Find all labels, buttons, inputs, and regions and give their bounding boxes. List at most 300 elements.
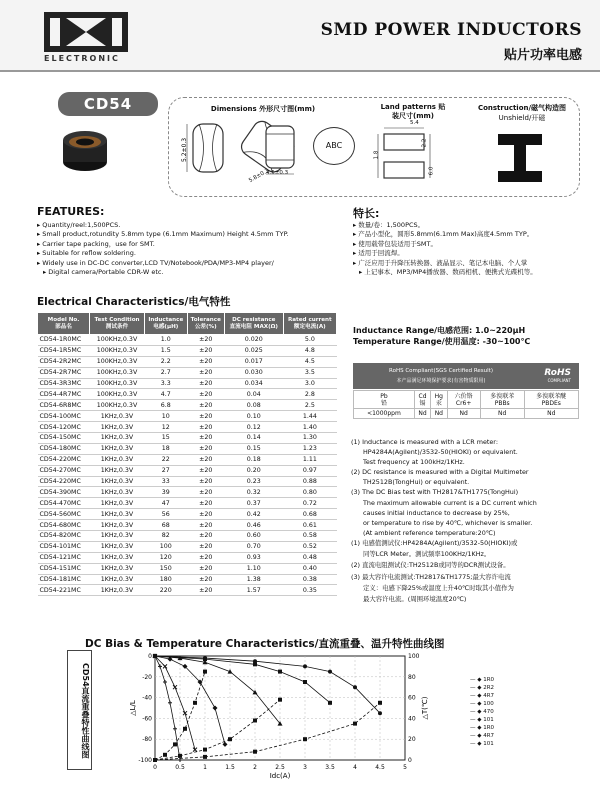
note-detail: Test frequency at 100kHz/1KHz.	[363, 458, 465, 467]
data-point	[173, 742, 177, 746]
table-cell: ±20	[187, 454, 224, 465]
table-cell: ±20	[187, 465, 224, 476]
table-cell: 1KHz,0.3V	[90, 476, 145, 487]
table-cell: 0.38	[283, 574, 336, 585]
table-row	[38, 443, 337, 454]
table-cell: ±20	[187, 509, 224, 520]
table-cell: 2.7	[144, 367, 187, 378]
table-cell: 2.8	[283, 389, 336, 400]
table-cell: 0.020	[224, 335, 283, 346]
table-cell: ±20	[187, 335, 224, 346]
table-cell: 100KHz,0.3V	[90, 367, 145, 378]
table-row	[38, 487, 337, 498]
x-tick-label: 5	[403, 764, 407, 771]
table-cell: 0.034	[224, 378, 283, 389]
table-row	[38, 541, 337, 552]
table-cell: CD54-680MC	[38, 520, 90, 531]
data-point	[378, 701, 382, 705]
note-detail: (At ambient reference temperature:20℃)	[363, 528, 496, 537]
table-cell: 6.8	[144, 400, 187, 411]
x-tick-label: 0.5	[175, 764, 185, 771]
feature-item: ▸ Quantity/reel:1,500PCS.	[37, 221, 337, 230]
page-title-cn: 贴片功率电感	[503, 48, 582, 63]
feature-cn-item: ▸ 产品小型化，圆形5.8mm(6.1mm Max)高度4.5mm TYP。	[353, 230, 593, 239]
rohs-header: 多溴联苯醚 PBDEs	[524, 391, 578, 409]
table-cell: ±20	[187, 356, 224, 367]
table-cell: CD54-100MC	[38, 411, 90, 422]
table-cell: 4.8	[283, 345, 336, 356]
note-cn-item: (2) 直流电阻测试仪:TH2512B或同等的DCR测试设备。	[351, 561, 510, 570]
rohs-value: Nd	[431, 409, 447, 419]
data-point	[203, 748, 207, 752]
table-cell: 0.40	[283, 563, 336, 574]
table-cell: CD54-151MC	[38, 563, 90, 574]
note-detail: HP4284A(Agilent)/3532-50(HIOKI) or equivalent.	[363, 448, 518, 457]
feature-item: ▸ Widely use in DC-DC converter,LCD TV/Notebook/PDA/MP3-MP4 player/	[37, 259, 337, 268]
table-cell: 0.15	[224, 443, 283, 454]
table-cell: 4.5	[283, 356, 336, 367]
note-detail: The maximum allowable current is a DC current which	[363, 498, 537, 507]
table-cell: 15	[144, 433, 187, 444]
land-dim-4: 6.0	[428, 166, 435, 176]
rohs-line1: RoHS Compliant(SGS Certified Result)	[389, 368, 493, 374]
table-cell: 1KHz,0.3V	[90, 541, 145, 552]
table-cell: 68	[144, 520, 187, 531]
electrical-title: Electrical Characteristics/电气特性	[37, 296, 231, 308]
table-cell: ±20	[187, 563, 224, 574]
table-cell: ±20	[187, 531, 224, 542]
table-row	[38, 498, 337, 509]
table-cell: 3.0	[283, 378, 336, 389]
table-cell: 0.20	[224, 465, 283, 476]
table-cell: 0.42	[224, 509, 283, 520]
data-point	[378, 711, 382, 715]
data-point	[183, 727, 187, 731]
x-axis-label: Idc(A)	[269, 772, 291, 780]
table-cell: ±20	[187, 585, 224, 596]
table-row	[38, 563, 337, 574]
table-cell: 100KHz,0.3V	[90, 400, 145, 411]
table-row	[38, 400, 337, 411]
table-cell: 1KHz,0.3V	[90, 585, 145, 596]
page-header	[0, 0, 600, 72]
legend-entry: — ◆ 100	[470, 701, 494, 707]
y-right-tick-label: 40	[408, 715, 416, 723]
table-cell: 2.5	[283, 400, 336, 411]
construction-icon	[492, 130, 548, 186]
table-cell: 0.61	[283, 520, 336, 531]
notes-cn	[351, 538, 583, 605]
table-cell: ±20	[187, 443, 224, 454]
x-tick-label: 2	[253, 764, 257, 771]
table-cell: CD54-1R5MC	[38, 345, 90, 356]
y-left-tick-label: -60	[142, 715, 152, 723]
table-cell: 82	[144, 531, 187, 542]
note-cn-item: 最大容许电流。(周围环境温度20℃)	[363, 595, 467, 604]
note-cn-item: (1) 电感值测试仪:HP4284A(Agilent)/3532-50(HIOKI)或	[351, 539, 518, 547]
table-cell: 1.5	[144, 345, 187, 356]
table-cell: CD54-221MC	[38, 585, 90, 596]
table-cell: 0.12	[224, 422, 283, 433]
table-row	[38, 335, 337, 346]
y-left-axis-label: △L/L	[129, 700, 137, 716]
rohs-value: Nd	[447, 409, 480, 419]
land-dim-3: 1.8	[373, 150, 380, 160]
feature-item: ▸ Carrier tape packing，use for SMT.	[37, 240, 337, 249]
table-cell: 1KHz,0.3V	[90, 487, 145, 498]
features-title: FEATURES:	[37, 205, 105, 218]
y-right-tick-label: 100	[408, 653, 420, 660]
table-cell: 47	[144, 498, 187, 509]
x-tick-label: 3	[303, 764, 307, 771]
rohs-header: Pb 铅	[354, 391, 415, 409]
table-cell: 1.44	[283, 411, 336, 422]
table-row	[38, 585, 337, 596]
table-cell: CD54-820MC	[38, 531, 90, 542]
table-cell: ±20	[187, 411, 224, 422]
data-point	[163, 753, 167, 757]
table-cell: 150	[144, 563, 187, 574]
table-cell: ±20	[187, 400, 224, 411]
feature-item: ▸ Digital camera/Portable CDR-W etc.	[37, 268, 337, 277]
data-point	[193, 701, 197, 705]
land-dim-1: 5.4	[410, 120, 419, 126]
rohs-value: <1000ppm	[354, 409, 415, 419]
table-cell: ±20	[187, 367, 224, 378]
table-cell: 39	[144, 487, 187, 498]
x-tick-label: 4.5	[375, 764, 385, 771]
table-cell: CD54-3R3MC	[38, 378, 90, 389]
table-cell: 1KHz,0.3V	[90, 465, 145, 476]
table-cell: 1KHz,0.3V	[90, 520, 145, 531]
table-row	[38, 422, 337, 433]
x-tick-label: 2.5	[275, 764, 285, 771]
table-cell: 0.72	[283, 498, 336, 509]
table-cell: 0.48	[283, 552, 336, 563]
range-info	[353, 325, 530, 347]
table-cell: 100	[144, 541, 187, 552]
table-row	[38, 345, 337, 356]
table-cell: 0.88	[283, 476, 336, 487]
rohs-logo-sub: COMPLIANT	[547, 378, 571, 383]
table-cell: 0.60	[224, 531, 283, 542]
y-left-tick-label: -80	[142, 736, 152, 744]
table-row	[38, 367, 337, 378]
table-cell: 0.35	[283, 585, 336, 596]
chart-vertical-label: CD54直流重叠特性曲线图	[67, 650, 92, 770]
note-detail: causes initial inductance to decrease by 25%,	[363, 508, 510, 517]
y-left-tick-label: -100	[138, 757, 152, 764]
table-cell: ±20	[187, 389, 224, 400]
rohs-header: 多溴联苯 PBBs	[480, 391, 524, 409]
features-cn-title: 特长:	[353, 207, 380, 220]
legend-entry: — ◆ 4R7	[470, 733, 495, 739]
table-row	[38, 520, 337, 531]
table-cell: 1KHz,0.3V	[90, 509, 145, 520]
table-cell: 180	[144, 574, 187, 585]
table-cell: 100KHz,0.3V	[90, 389, 145, 400]
y-left-tick-label: -20	[142, 673, 152, 681]
note-detail: TH2512B(TongHui) or equivalent.	[363, 478, 470, 487]
table-row	[38, 433, 337, 444]
feature-cn-item: ▸ 上记事本、MP3/MP4播放器、数码相机、便携式光碟机等。	[353, 268, 593, 277]
table-cell: 3.3	[144, 378, 187, 389]
features-cn-list	[353, 221, 593, 277]
y-right-tick-label: 20	[408, 736, 416, 744]
data-point	[303, 680, 307, 684]
marking-diagram: ABC	[313, 127, 355, 165]
data-point	[328, 701, 332, 705]
table-cell: 27	[144, 465, 187, 476]
table-cell: 0.025	[224, 345, 283, 356]
table-cell: ±20	[187, 378, 224, 389]
table-cell: 0.017	[224, 356, 283, 367]
table-cell: 56	[144, 509, 187, 520]
table-cell: 1KHz,0.3V	[90, 422, 145, 433]
table-row	[38, 531, 337, 542]
table-cell: CD54-390MC	[38, 487, 90, 498]
y-right-tick-label: 60	[408, 694, 416, 702]
table-cell: 1.30	[283, 433, 336, 444]
table-cell: 0.37	[224, 498, 283, 509]
note-item: (3) The DC Bias test with TH2817&TH1775(TongHui)	[351, 488, 519, 497]
column-header: Tolerance 公差(%)	[187, 313, 224, 335]
y-right-tick-label: 0	[408, 757, 412, 764]
construction-title: Construction/磁气构造图	[477, 104, 567, 112]
column-header: Model No. 部品名	[38, 313, 90, 335]
table-cell: 1KHz,0.3V	[90, 411, 145, 422]
table-cell: ±20	[187, 552, 224, 563]
table-cell: 0.70	[224, 541, 283, 552]
table-cell: 18	[144, 443, 187, 454]
table-row	[38, 411, 337, 422]
table-cell: 4.7	[144, 389, 187, 400]
legend-entry: — ◆ 101	[470, 741, 494, 747]
table-cell: 1KHz,0.3V	[90, 454, 145, 465]
data-point	[353, 685, 357, 689]
table-cell: CD54-220MC	[38, 476, 90, 487]
data-point	[278, 698, 282, 702]
table-row	[38, 552, 337, 563]
dim-label-width: 5.8±0.3	[247, 167, 271, 185]
table-cell: CD54-101MC	[38, 541, 90, 552]
legend-entry: — ◆ 1R0	[470, 677, 495, 683]
table-cell: 10	[144, 411, 187, 422]
table-cell: 1KHz,0.3V	[90, 498, 145, 509]
land-dim-2: 2.2	[421, 138, 428, 148]
brand-name: ELECTRONIC	[44, 54, 120, 63]
rohs-table	[353, 390, 579, 419]
table-cell: ±20	[187, 541, 224, 552]
legend-entry: — ◆ 470	[470, 709, 494, 715]
data-point	[253, 718, 257, 722]
note-item: (1) Inductance is measured with a LCR meter:	[351, 438, 498, 446]
column-header: DC resistance 直流电阻 MAX(Ω)	[224, 313, 283, 335]
feature-cn-item: ▸ 适用于回流焊。	[353, 249, 593, 258]
table-cell: 1KHz,0.3V	[90, 552, 145, 563]
table-row	[38, 574, 337, 585]
rohs-logo-icon: RoHS	[544, 368, 571, 378]
table-cell: ±20	[187, 476, 224, 487]
table-cell: 0.32	[224, 487, 283, 498]
dimensions-title: Dimensions 外形尺寸图(mm)	[210, 105, 316, 113]
table-cell: 0.93	[224, 552, 283, 563]
table-cell: 0.46	[224, 520, 283, 531]
table-cell: 1KHz,0.3V	[90, 574, 145, 585]
legend-entry: — ◆ 101	[470, 717, 494, 723]
feature-item: ▸ Small product,rotundity 5.8mm type (6.1mm Maximum) Height 4.5mm TYP.	[37, 230, 337, 239]
notes-en	[351, 437, 583, 538]
electrical-table	[37, 312, 337, 596]
construction-subtitle: Unshield/开磁	[498, 114, 546, 122]
table-cell: CD54-181MC	[38, 574, 90, 585]
data-point	[203, 670, 207, 674]
data-point	[153, 758, 157, 762]
column-header: Rated current 额定电流(A)	[283, 313, 336, 335]
note-cn-item: 定义：电感下降25%或温度上升40℃时取其小值作为	[363, 583, 514, 592]
table-cell: ±20	[187, 487, 224, 498]
table-cell: ±20	[187, 433, 224, 444]
table-cell: 1.10	[224, 563, 283, 574]
feature-cn-item: ▸ 广泛应用于升降压转换器、液晶显示、笔记本电脑、个人掌	[353, 259, 593, 268]
table-cell: 1.40	[283, 422, 336, 433]
table-cell: 1.38	[224, 574, 283, 585]
feature-cn-item: ▸ 使用载带包装适用于SMT。	[353, 240, 593, 249]
table-cell: 2.2	[144, 356, 187, 367]
data-point	[178, 754, 182, 758]
table-cell: CD54-6R8MC	[38, 400, 90, 411]
rohs-header: Hg 汞	[431, 391, 447, 409]
y-left-tick-label: 0	[148, 653, 152, 660]
table-cell: 1.11	[283, 454, 336, 465]
table-cell: ±20	[187, 422, 224, 433]
land-pattern-drawing	[370, 120, 450, 192]
table-cell: CD54-150MC	[38, 433, 90, 444]
data-point	[328, 670, 332, 674]
table-cell: 1KHz,0.3V	[90, 433, 145, 444]
table-row	[38, 356, 337, 367]
table-row	[38, 476, 337, 487]
data-point	[303, 664, 307, 668]
table-cell: ±20	[187, 574, 224, 585]
rohs-value: Nd	[480, 409, 524, 419]
feature-item: ▸ Suitable for reflow soldering.	[37, 249, 337, 258]
table-cell: 1.57	[224, 585, 283, 596]
page-title: SMD POWER INDUCTORS	[320, 20, 582, 40]
x-tick-label: 1.5	[225, 764, 235, 771]
table-cell: CD54-470MC	[38, 498, 90, 509]
table-cell: ±20	[187, 345, 224, 356]
table-cell: 100KHz,0.3V	[90, 356, 145, 367]
data-point	[353, 722, 357, 726]
table-cell: 0.10	[224, 411, 283, 422]
dc-bias-chart	[115, 652, 460, 780]
note-cn-item: (3) 最大容许电流测试:TH2817&TH1775;最大容许电流	[351, 572, 511, 581]
table-row	[38, 509, 337, 520]
data-point	[303, 737, 307, 741]
legend-entry: — ◆ 2R2	[470, 685, 495, 691]
inductor-photo	[55, 120, 115, 180]
table-cell: 5.0	[283, 335, 336, 346]
table-cell: CD54-121MC	[38, 552, 90, 563]
table-cell: 120	[144, 552, 187, 563]
table-cell: 100KHz,0.3V	[90, 345, 145, 356]
rohs-header: Cd 镉	[414, 391, 430, 409]
table-cell: 1KHz,0.3V	[90, 531, 145, 542]
chart-title: DC Bias & Temperature Characteristics/直流重叠、温升特性曲线图	[85, 638, 445, 650]
temperature-range: Temperature Range/使用温度: -30~100℃	[353, 337, 531, 346]
table-cell: 1.0	[144, 335, 187, 346]
table-cell: 0.04	[224, 389, 283, 400]
table-cell: CD54-120MC	[38, 422, 90, 433]
x-tick-label: 4	[353, 764, 357, 771]
table-row	[38, 454, 337, 465]
y-right-axis-label: △T(℃)	[421, 696, 429, 720]
data-point	[228, 737, 232, 741]
note-item: (2) DC resistance is measured with a Digital Multimeter	[351, 468, 529, 477]
product-code-badge: CD54	[58, 92, 158, 116]
land-pattern-title: Land patterns 贴装尺寸(mm)	[380, 103, 446, 120]
x-tick-label: 0	[153, 764, 157, 771]
table-cell: 3.5	[283, 367, 336, 378]
note-detail: or temperature to rise by 40℃, whichever is smaller.	[363, 518, 533, 527]
data-point	[253, 662, 257, 666]
table-cell: ±20	[187, 498, 224, 509]
table-cell: 0.80	[283, 487, 336, 498]
rohs-header: 六价铬 Cr6+	[447, 391, 480, 409]
note-cn-item: 同等LCR Meter。测试频率100KHz/1KHz。	[363, 550, 491, 559]
table-cell: 1KHz,0.3V	[90, 563, 145, 574]
rohs-value: Nd	[524, 409, 578, 419]
column-header: Test Condition 测试条件	[90, 313, 145, 335]
table-cell: 0.68	[283, 509, 336, 520]
table-cell: CD54-1R0MC	[38, 335, 90, 346]
company-logo-icon	[44, 12, 128, 52]
x-tick-label: 3.5	[325, 764, 335, 771]
feature-cn-item: ▸ 数量/卷：1,500PCS。	[353, 221, 593, 230]
table-cell: CD54-270MC	[38, 465, 90, 476]
legend-entry: — ◆ 1R0	[470, 725, 495, 731]
table-cell: CD54-2R2MC	[38, 356, 90, 367]
table-cell: ±20	[187, 520, 224, 531]
y-right-tick-label: 80	[408, 673, 416, 681]
table-cell: 12	[144, 422, 187, 433]
features-list	[37, 221, 337, 277]
table-cell: 0.18	[224, 454, 283, 465]
table-row	[38, 465, 337, 476]
data-point	[253, 750, 257, 754]
rohs-banner	[353, 363, 579, 389]
svg-text:5.2±0.3: 5.2±0.3	[181, 137, 188, 162]
table-cell: CD54-4R7MC	[38, 389, 90, 400]
rohs-line2: 本产品满足环境保护要求(有害物质限用)	[396, 378, 486, 384]
table-row	[38, 389, 337, 400]
table-cell: CD54-180MC	[38, 443, 90, 454]
table-row	[38, 378, 337, 389]
column-header: Inductance 电感(μH)	[144, 313, 187, 335]
rohs-value: Nd	[414, 409, 430, 419]
table-cell: 0.52	[283, 541, 336, 552]
table-cell: 33	[144, 476, 187, 487]
table-cell: 1.23	[283, 443, 336, 454]
inductance-range: Inductance Range/电感范围: 1.0~220μH	[353, 326, 526, 335]
table-cell: 0.08	[224, 400, 283, 411]
y-left-tick-label: -40	[142, 694, 152, 702]
table-cell: 22	[144, 454, 187, 465]
chart-legend	[470, 676, 494, 748]
data-point	[203, 755, 207, 759]
table-cell: CD54-560MC	[38, 509, 90, 520]
